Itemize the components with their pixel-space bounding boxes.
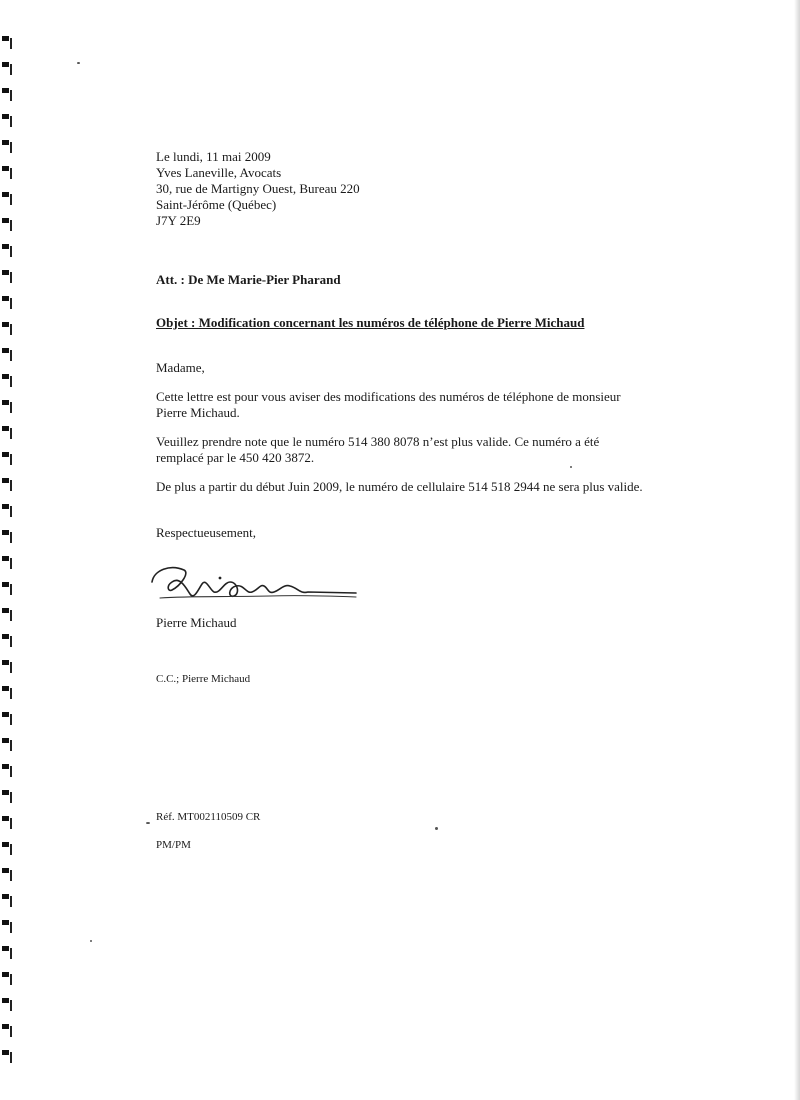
binding-hole <box>2 686 11 699</box>
binding-hole <box>2 244 11 257</box>
binding-hole <box>2 452 11 465</box>
initials-line: PM/PM <box>156 839 191 851</box>
binding-hole <box>2 62 11 75</box>
binding-hole <box>2 426 11 439</box>
binding-hole <box>2 816 11 829</box>
binding-hole <box>2 712 11 725</box>
binding-hole <box>2 582 11 595</box>
binding-hole <box>2 738 11 751</box>
recipient-line-1: Yves Laneville, Avocats <box>156 165 282 180</box>
binding-hole <box>2 556 11 569</box>
handwritten-signature <box>150 560 360 608</box>
binding-hole <box>2 920 11 933</box>
binding-hole <box>2 894 11 907</box>
subject-line: Objet : Modification concernant les numéros de téléphone de Pierre Michaud <box>156 315 585 330</box>
binding-hole <box>2 374 11 387</box>
scan-speck <box>435 827 438 830</box>
binding-hole <box>2 400 11 413</box>
scan-speck <box>77 62 80 64</box>
scan-speck <box>90 940 92 942</box>
binding-hole <box>2 998 11 1011</box>
paragraph-3-line-1: De plus a partir du début Juin 2009, le numéro de cellulaire 514 518 2944 ne sera plus valide. <box>156 479 643 494</box>
letter-date: Le lundi, 11 mai 2009 <box>156 149 271 164</box>
cc-line: C.C.; Pierre Michaud <box>156 673 251 685</box>
binding-hole <box>2 218 11 231</box>
binding-hole <box>2 660 11 673</box>
binding-hole <box>2 946 11 959</box>
binding-hole <box>2 166 11 179</box>
recipient-line-2: 30, rue de Martigny Ouest, Bureau 220 <box>156 181 360 196</box>
binding-hole <box>2 270 11 283</box>
binding-hole <box>2 764 11 777</box>
binding-hole <box>2 140 11 153</box>
binding-hole <box>2 972 11 985</box>
page-edge-shadow <box>794 0 800 1100</box>
binding-hole <box>2 114 11 127</box>
paragraph-2-line-1: Veuillez prendre note que le numéro 514 380 8078 n’est plus valide. Ce numéro a été <box>156 434 600 449</box>
paragraph-2-line-2: remplacé par le 450 420 3872. <box>156 450 315 465</box>
binding-hole <box>2 530 11 543</box>
binding-hole <box>2 322 11 335</box>
binding-hole <box>2 634 11 647</box>
binding-hole <box>2 296 11 309</box>
scan-speck <box>570 466 572 468</box>
recipient-line-4: J7Y 2E9 <box>156 213 201 228</box>
binding-hole <box>2 1050 11 1063</box>
paragraph-1-line-1: Cette lettre est pour vous aviser des modifications des numéros de téléphone de monsieur <box>156 389 621 404</box>
binding-hole <box>2 36 11 49</box>
binding-hole <box>2 192 11 205</box>
binding-hole <box>2 478 11 491</box>
scan-speck <box>146 822 150 824</box>
binding-hole <box>2 608 11 621</box>
binding-hole <box>2 790 11 803</box>
binding-holes <box>0 30 16 1070</box>
closing: Respectueusement, <box>156 525 256 540</box>
paragraph-1-line-2: Pierre Michaud. <box>156 405 240 420</box>
binding-hole <box>2 88 11 101</box>
signatory-name: Pierre Michaud <box>156 615 237 630</box>
salutation: Madame, <box>156 360 205 375</box>
attention-line: Att. : De Me Marie-Pier Pharand <box>156 272 341 287</box>
binding-hole <box>2 504 11 517</box>
binding-hole <box>2 868 11 881</box>
binding-hole <box>2 842 11 855</box>
reference-line: Réf. MT002110509 CR <box>156 811 261 823</box>
recipient-line-3: Saint-Jérôme (Québec) <box>156 197 277 212</box>
binding-hole <box>2 348 11 361</box>
binding-hole <box>2 1024 11 1037</box>
